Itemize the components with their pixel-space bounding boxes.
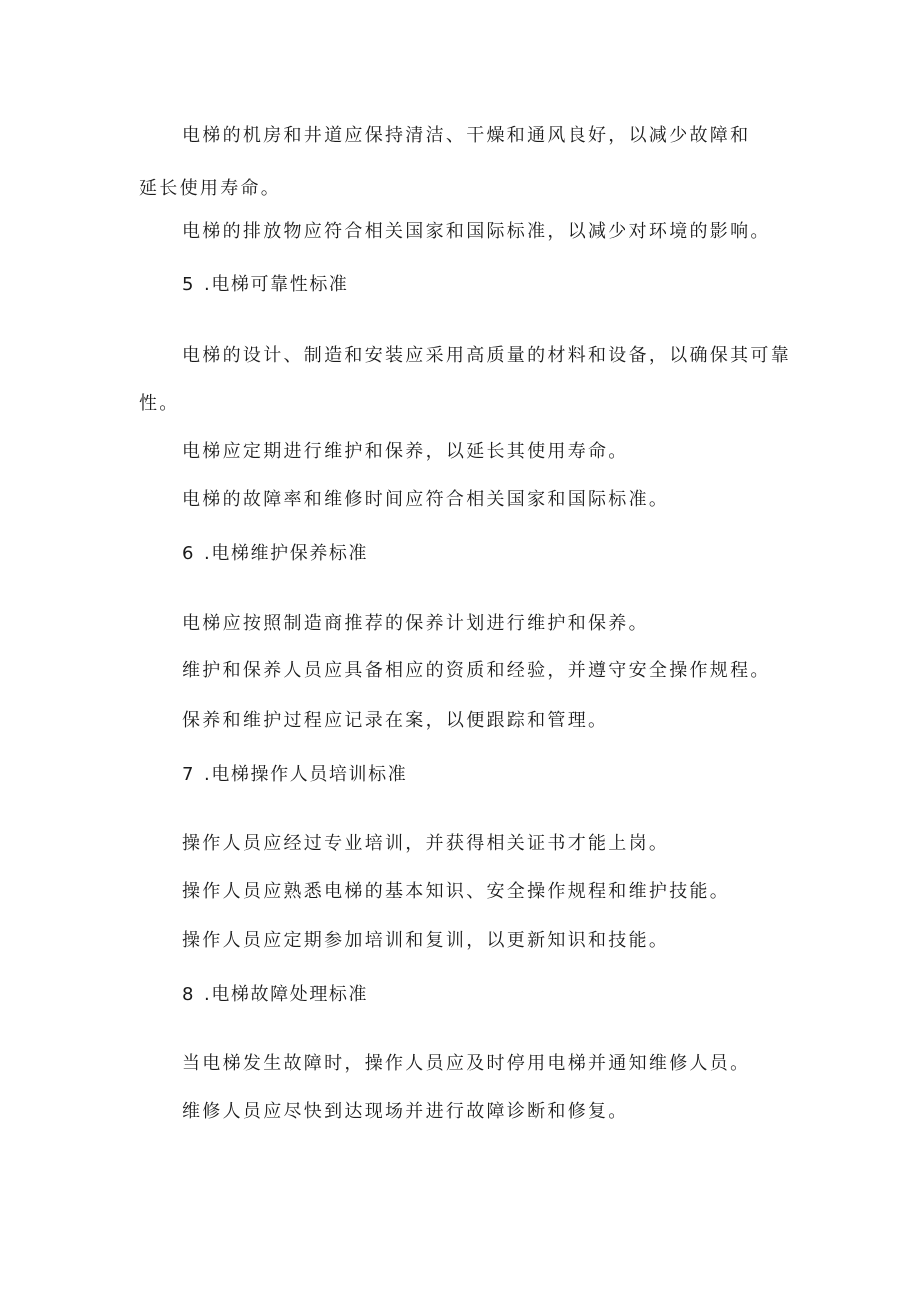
paragraph-line: 性。 [139,393,180,414]
section-number: 7 [182,764,196,785]
section-heading [182,763,407,787]
paragraph-line: 延长使用寿命。 [139,178,282,199]
paragraph-line: 操作人员应熟悉电梯的基本知识、安全操作规程和维护技能。 [182,881,731,902]
section-title: .电梯维护保养标准 [204,543,369,564]
paragraph-line: 维护和保养人员应具备相应的资质和经验，并遵守安全操作规程。 [182,660,771,681]
paragraph-line: 电梯应定期进行维护和保养，以延长其使用寿命。 [182,441,629,462]
section-title: .电梯可靠性标准 [204,274,349,295]
section-heading [182,542,368,566]
section-heading [182,273,349,297]
paragraph-line: 电梯应按照制造商推荐的保养计划进行维护和保养。 [182,613,649,634]
paragraph-line: 维修人员应尽快到达现场并进行故障诊断和修复。 [182,1101,629,1122]
section-number: 6 [182,543,196,564]
section-title: .电梯操作人员培训标准 [204,764,408,785]
section-number: 8 [182,984,196,1005]
section-title: .电梯故障处理标准 [204,984,369,1005]
paragraph-line: 电梯的故障率和维修时间应符合相关国家和国际标准。 [182,489,670,510]
paragraph-line: 当电梯发生故障时，操作人员应及时停用电梯并通知维修人员。 [182,1053,751,1074]
paragraph-line: 保养和维护过程应记录在案，以便跟踪和管理。 [182,710,609,731]
paragraph-line: 操作人员应经过专业培训，并获得相关证书才能上岗。 [182,833,670,854]
paragraph-line: 电梯的排放物应符合相关国家和国际标准，以减少对环境的影响。 [182,221,771,242]
section-heading [182,983,368,1007]
paragraph-line: 操作人员应定期参加培训和复训，以更新知识和技能。 [182,930,670,951]
paragraph-line: 电梯的机房和井道应保持清洁、干燥和通风良好，以减少故障和 [182,125,751,146]
section-number: 5 [182,274,196,295]
paragraph-line: 电梯的设计、制造和安装应采用高质量的材料和设备，以确保其可靠 [182,345,791,366]
